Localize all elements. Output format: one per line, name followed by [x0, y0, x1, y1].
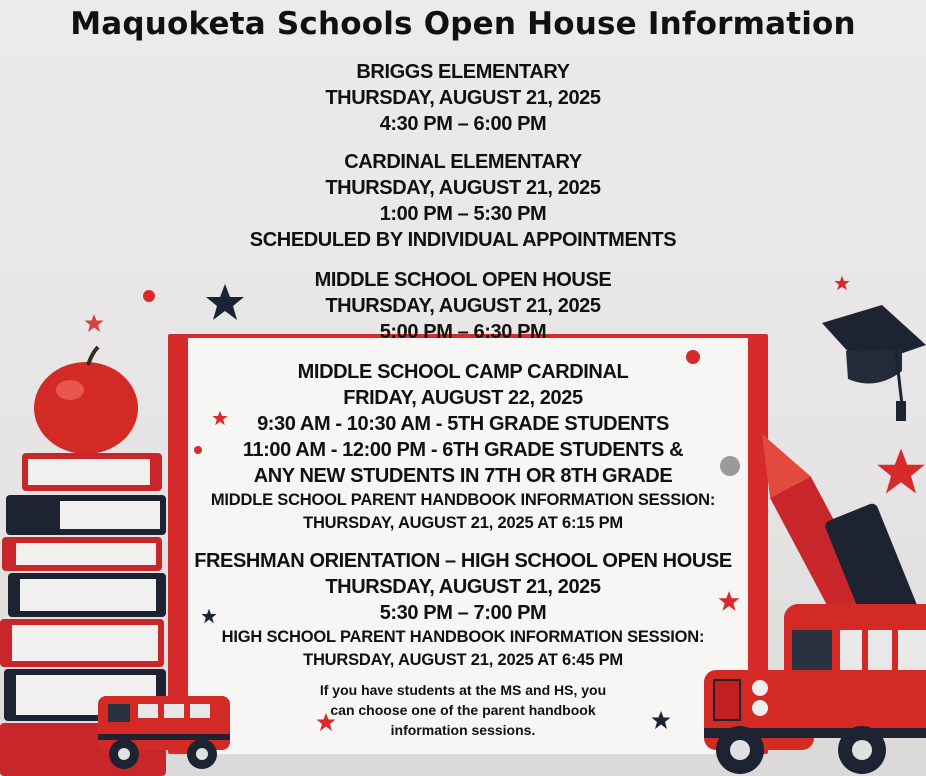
briggs-time: 4:30 PM – 6:00 PM — [379, 113, 547, 135]
footnote-line-3: information sessions. — [390, 722, 536, 738]
middle-open-house-time: 5:00 PM – 6:30 PM — [379, 321, 547, 343]
middle-open-house-name: MIDDLE SCHOOL OPEN HOUSE — [314, 269, 612, 291]
briggs-name: BRIGGS ELEMENTARY — [356, 61, 570, 83]
hs-handbook-date: THURSDAY, AUGUST 21, 2025 AT 6:45 PM — [303, 651, 623, 669]
page-title: Maquoketa Schools Open House Information — [70, 6, 856, 42]
camp-cardinal-time-1: 9:30 AM - 10:30 AM - 5TH GRADE STUDENTS — [257, 413, 669, 435]
camp-cardinal-date: FRIDAY, AUGUST 22, 2025 — [343, 387, 583, 409]
briggs-date: THURSDAY, AUGUST 21, 2025 — [325, 87, 601, 109]
cardinal-date: THURSDAY, AUGUST 21, 2025 — [325, 177, 601, 199]
camp-cardinal-time-2b: ANY NEW STUDENTS IN 7TH OR 8TH GRADE — [253, 465, 673, 487]
ms-handbook-date: THURSDAY, AUGUST 21, 2025 AT 6:15 PM — [303, 514, 623, 532]
footnote-line-2: can choose one of the parent handbook — [330, 702, 596, 718]
camp-cardinal-time-2: 11:00 AM - 12:00 PM - 6TH GRADE STUDENTS & — [242, 439, 684, 461]
cardinal-time: 1:00 PM – 5:30 PM — [379, 203, 547, 225]
footnote-line-1: If you have students at the MS and HS, you — [319, 682, 607, 698]
middle-open-house-date: THURSDAY, AUGUST 21, 2025 — [325, 295, 601, 317]
high-school-name: FRESHMAN ORIENTATION – HIGH SCHOOL OPEN HOUSE — [194, 550, 732, 572]
camp-cardinal-name: MIDDLE SCHOOL CAMP CARDINAL — [297, 361, 629, 383]
high-school-date: THURSDAY, AUGUST 21, 2025 — [325, 576, 601, 598]
ms-handbook-session: MIDDLE SCHOOL PARENT HANDBOOK INFORMATION SESSION: — [210, 491, 716, 509]
hs-handbook-session: HIGH SCHOOL PARENT HANDBOOK INFORMATION SESSION: — [221, 628, 705, 646]
cardinal-name: CARDINAL ELEMENTARY — [344, 151, 582, 173]
high-school-time: 5:30 PM – 7:00 PM — [379, 602, 547, 624]
cardinal-note: SCHEDULED BY INDIVIDUAL APPOINTMENTS — [249, 229, 677, 251]
